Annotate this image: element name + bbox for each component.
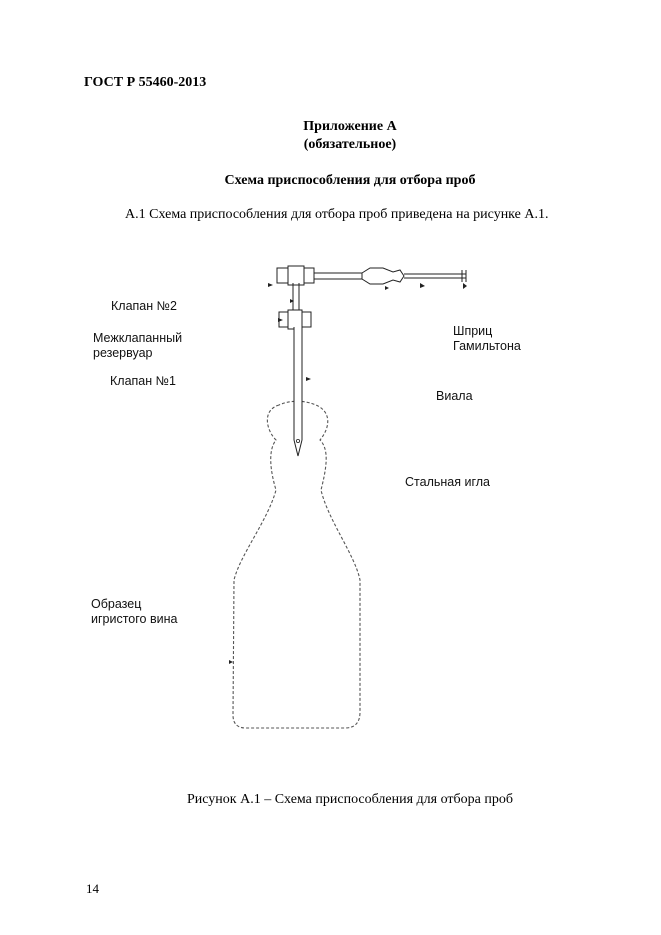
pointer-syringe-b <box>420 283 425 288</box>
label-syringe <box>453 324 521 354</box>
label-valve1: Клапан №1 <box>110 374 176 388</box>
page-number: 14 <box>86 881 99 896</box>
section-title: Схема приспособления для отбора проб <box>224 173 476 188</box>
label-sample <box>91 597 177 627</box>
label-sample-line2: игристого вина <box>91 612 178 626</box>
label-syringe-line1: Шприц <box>453 324 493 338</box>
syringe-barrel <box>362 268 404 284</box>
label-reservoir-line2: резервуар <box>93 346 153 360</box>
label-vial: Виала <box>436 389 473 403</box>
valve2-knob <box>288 266 304 285</box>
body-paragraph: А.1 Схема приспособления для отбора проб приведена на рисунке А.1. <box>125 207 549 222</box>
label-sample-line1: Образец <box>91 597 142 611</box>
pointer-valve2 <box>268 283 273 287</box>
pointer-syringe-c <box>463 283 467 289</box>
document-header: ГОСТ Р 55460-2013 <box>84 75 207 90</box>
label-reservoir <box>93 331 182 361</box>
steel-needle <box>294 327 302 456</box>
figure-caption: Рисунок А.1 – Схема приспособления для отбора проб <box>187 792 513 807</box>
annex-status: (обязательное) <box>303 137 397 152</box>
pointer-needle <box>306 377 311 381</box>
label-valve2: Клапан №2 <box>111 299 177 313</box>
annex-title: Приложение А <box>303 119 397 134</box>
label-needle: Стальная игла <box>405 475 490 489</box>
valve1-knob <box>288 310 302 329</box>
pointer-sample <box>229 660 233 664</box>
label-syringe-line2: Гамильтона <box>453 339 521 353</box>
pointer-syringe <box>385 286 389 290</box>
label-reservoir-line1: Межклапанный <box>93 331 183 345</box>
